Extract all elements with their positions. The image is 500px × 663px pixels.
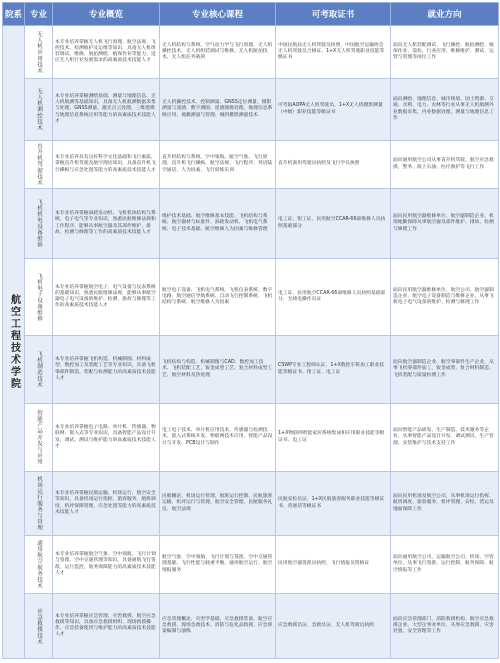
major-career: 面向通用航空公司从事直升机驾驶、航空应急救援、警务、海上石油、医疗救护等飞行工作	[391, 141, 499, 189]
header-core-courses: 专业核心课程	[160, 3, 276, 26]
major-core-courses: 维护技术基础、航空维修基本技能、飞机结构与系统、航空器材与标准件、涡轮发动机、飞机电气系统、电子技术基础、航空维修人为因素与维修管理	[160, 189, 276, 259]
major-overview: 本专业培养掌握航空气象、空中领航、飞行计划与签派、空中交通管理等知识，具备通航飞行签派、运行监控、航务保障能力的高素质技术技能人才	[53, 536, 160, 594]
table-row	[3, 26, 499, 79]
majors-table	[2, 2, 499, 659]
table-row	[3, 79, 499, 141]
major-core-courses: 飞机结构与构造、机械制图与CAD、数控加工技术、飞机装配工艺、钣金成型工艺、复合材料成型工艺、航空材料及热处理	[160, 336, 276, 404]
major-career: 面向通用航空公司、运输航空公司、机场、空管单位，从事飞行签派、运行控制、航务保障、航空情报等工作	[391, 536, 499, 594]
major-overview: 本专业培养掌握应急管理、灾害救援、航空应急救援等知识，具备应急救援组织、现场救援操作、应急装备使用与维护能力的高素质技术技能人才	[53, 594, 160, 659]
major-overview: 本专业培养掌握民航运输、机场运行、航空安全等知识，具备机场运行指挥、旅客服务、航班调度、机坪保障管理、应急处置等能力的高素质技术技能人才	[53, 472, 160, 536]
major-overview: 本专业培养具有良好科学文化基础和飞行素质，掌握直升机驾驶及航空理论知识，具备直升机飞行操纵与应急处置等能力的高素质技术技能人才	[53, 141, 160, 189]
major-name: 通用航空航务技术	[25, 536, 53, 594]
major-name: 飞机电子设备维修	[25, 259, 53, 336]
major-certificates: 电工证、钳工证、民用航空CCAR-66部维修人员执照基础部分	[276, 189, 391, 259]
major-name: 无人机测绘技术	[25, 79, 53, 141]
header-career: 就业方向	[391, 3, 499, 26]
major-core-courses: 无人机操控技术、控制测量、GNSS定位测量、摄影测量与遥感、数字测图、遥感图像处理、地理信息系统应用、地籍测量与管理、倾斜摄影测量技术	[160, 79, 276, 141]
major-core-courses: 航空气象、空中领航、飞行计划与签派、空中交通管理基础、飞行性能与载重平衡、通用航空运行、航空情报服务	[160, 536, 276, 594]
major-career: 面向应急管理部门、消防救援机构、航空应急救援企业、大型企事业单位，从事应急救援、灾害处置、安全管理等工作	[391, 594, 499, 659]
major-career: 面向测绘、地理信息、城市规划、国土资源、交通、水利、电力、农林等行业从事无人机航测外业数据采集、内业数据处理、测量与地理信息工作	[391, 79, 499, 141]
major-core-courses: 应急管理概论、灾害学基础、应急救援装备、航空应急救援、现场急救技术、消防与危化品救援、应急预案编制与演练	[160, 594, 276, 659]
major-certificates: 民用航空器签派员执照、飞行情报员资格证	[276, 536, 391, 594]
table-row	[3, 472, 499, 536]
major-overview: 本专业培养掌握航空电子、电气设备与仪表系统的基础知识，熟悉民航维修法规，能够从事航空器电子电气设备的维护、检测、排故与修理等工作的高素质技术技能人才	[53, 259, 160, 336]
header-department: 院系	[3, 3, 25, 26]
major-certificates: 电工证、民用航空CCAR-66部维修人员执照基础部分、无线电操作员证	[276, 259, 391, 336]
header-certificates: 可考取证书	[276, 3, 391, 26]
major-core-courses: 电工电子技术、单片机应用技术、传感器与检测技术、嵌入式系统开发、物联网技术应用、智能产品设计与开发、PCB设计与制作	[160, 404, 276, 472]
major-career: 面向民用航空器维修单位、航空器制造企业、机场地勤保障从事航空器及部件维护、排故、检测与修理工作	[391, 189, 499, 259]
major-core-courses: 直升机结构与系统、空中领航、航空气象、飞行原理、直升机飞行操纵、航空法规、飞行程序、英语陆空通话、人为因素、飞行训练实训	[160, 141, 276, 189]
header-major: 专业	[25, 3, 53, 26]
major-certificates: 中国民航局无人机驾驶员执照、中国航空运输协会无人机驾驶员合格证、1+X无人机驾驶职业技能等级证书	[276, 26, 391, 79]
table-row	[3, 536, 499, 594]
major-core-courses: 民航概论、机场运行管理、航班运行控制、民航旅客运输、机坪运行与管理、航空安全管理、民航服务礼仪、航空法规	[160, 472, 276, 536]
table-row	[3, 404, 499, 472]
major-career: 面向无人机装配调试、飞行操控、航拍测绘、植保作业、巡检、行业应用、维修维护、测试、运营与管理等岗位工作	[391, 26, 499, 79]
major-overview: 本专业培养掌握电子电路、单片机、传感器、物联网、嵌入式等专业知识，具备智能产品设计开发、调试、测试与维护能力的高素质技术技能人才	[53, 404, 160, 472]
major-overview: 本专业培养掌握涡轮发动机、飞机机体结构与系统、电子电气等专业知识，熟悉民航维修法规和工作程序，能够从事航空器及其部件维护、排故、检测与修理等工作的高素质技术技能人才	[53, 189, 160, 259]
major-certificates: 应急救援员证、急救员证、无人机驾驶员执照	[276, 594, 391, 659]
major-name: 智能产品开发与应用	[25, 404, 53, 472]
major-name: 飞机制造技术	[25, 336, 53, 404]
table-row	[3, 189, 499, 259]
major-career: 面向航空器制造企业、航空零部件生产企业，从事飞机零部件加工、钣金成型、复合材料制造、飞机装配与质量检测工作	[391, 336, 499, 404]
table-row	[3, 141, 499, 189]
department-name: 航空工程技术学院	[3, 26, 25, 659]
major-core-courses: 无人机结构与系统、空气动力学与飞行原理、无人机操控技术、无人机组装调试与维修、无人机航拍技术、无人机任务载荷	[160, 26, 276, 79]
major-overview: 本专业培养掌握测绘基础、测量与地理信息、无人机航测等基础知识，具备无人机航测数据采集与处理、GNSS测量、激光点云处理、三维建模与地理信息系统应用等能力的高素质技术技能人才	[53, 79, 160, 141]
major-certificates: 直升机商用驾驶员执照及飞行学员执照	[276, 141, 391, 189]
major-certificates: 民航安检员证、1+X民航旅客服务职业技能等级证书、普通话等级证书	[276, 472, 391, 536]
major-name: 飞机机电设备维修	[25, 189, 53, 259]
major-certificates: 可考取AOPA无人机驾驶员、1+X无人机摄影测量（中级）职业技能等级证书	[276, 79, 391, 141]
major-career: 面向智能产品研发、生产制造、技术服务等企业，从事智能产品设计开发、调试测试、生产管理、安装维护与技术支持工作	[391, 404, 499, 472]
table-row	[3, 259, 499, 336]
major-name: 应急救援技术	[25, 594, 53, 659]
major-overview: 本专业培养掌握飞机构造、机械制图、材料成型、数控加工及装配工艺等专业知识，具备飞机零部件制造、装配与检测能力的高素质技术技能人才	[53, 336, 160, 404]
table-header-row	[3, 3, 499, 26]
table-row	[3, 594, 499, 659]
major-name: 直升机驾驶技术	[25, 141, 53, 189]
major-name: 机场运行服务与管理	[25, 472, 53, 536]
table-row	[3, 336, 499, 404]
major-name: 无人机应用技术	[25, 26, 53, 79]
major-certificates: CSWP专业工程师认证、1+X数控车铣加工职业技能等级证书、钳工证、电工证	[276, 336, 391, 404]
header-overview: 专业概览	[53, 3, 160, 26]
major-career: 面向民用航空器维修单位、航空公司、航空器制造企业、航空电子设备制造与维修企业，从事飞机电子电气设备的维护、检测与修理工作	[391, 259, 499, 336]
major-core-courses: 航空电子设备、飞机电气系统、飞机仪表系统、数字电路、航空通信导航系统、自动飞行控制系统、飞机结构与系统、航空维修人为因素	[160, 259, 276, 336]
major-career: 面向民用机场及航空公司，从事机场运行指挥、航班调度、旅客服务、机坪管理、安检、货运及地面保障工作	[391, 472, 499, 536]
major-certificates: 1+X物联网智能家居系统集成和应用职业技能等级证书、电工证	[276, 404, 391, 472]
major-overview: 本专业培养掌握无人机飞行原理、航空法规、飞控技术、检测维护及运维等知识，具备无人机组装调试、维修、航拍测绘、植保作业等能力，适应无人机行业发展需求的高素质技术技能人才	[53, 26, 160, 79]
